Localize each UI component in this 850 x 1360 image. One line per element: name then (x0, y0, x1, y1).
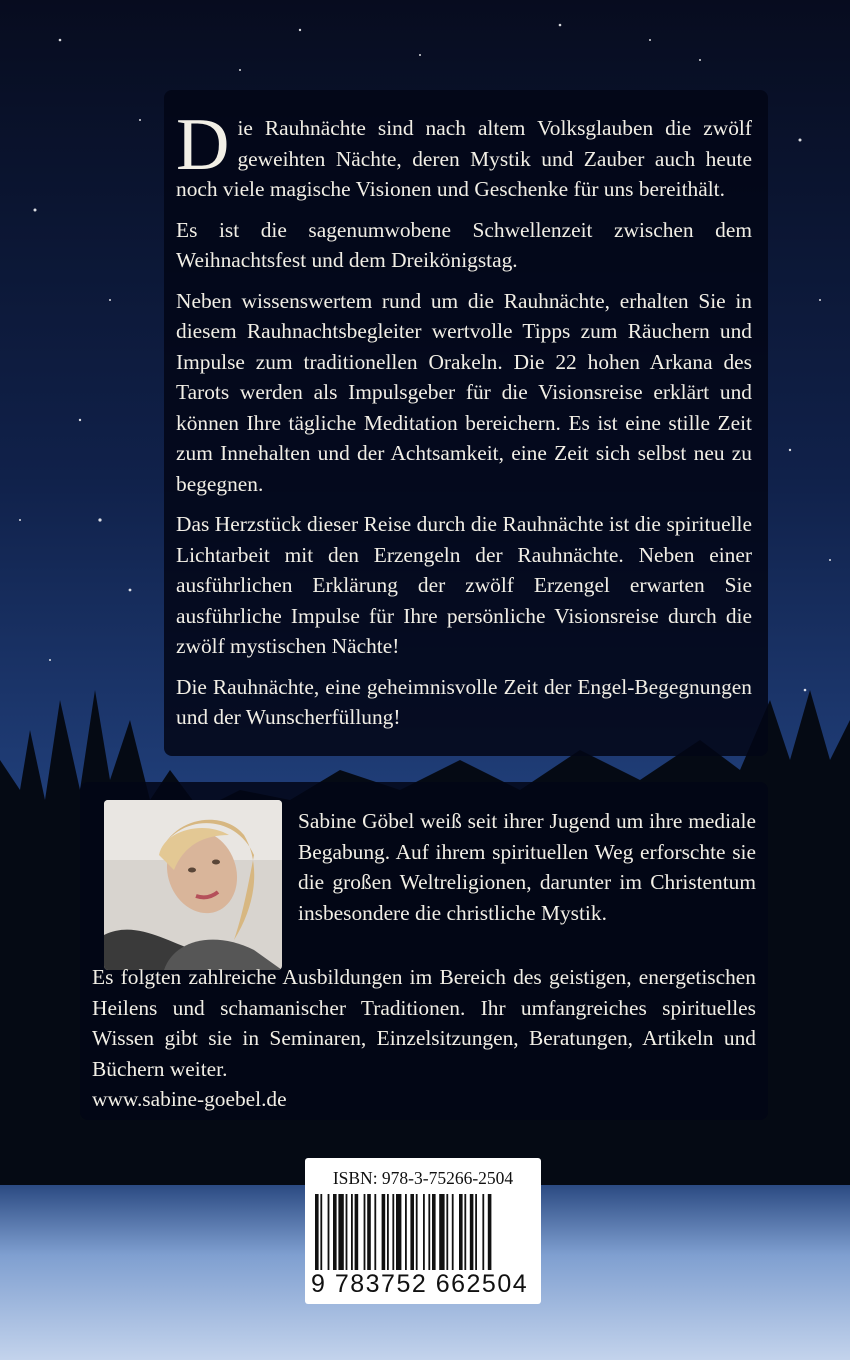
barcode-bar (464, 1194, 466, 1270)
barcode-bar (459, 1194, 463, 1270)
barcode-bar (387, 1194, 389, 1270)
barcode-bar (428, 1194, 430, 1270)
barcode-bar (346, 1194, 348, 1270)
barcode-bar (423, 1194, 425, 1270)
barcode-bar (432, 1194, 436, 1270)
barcode-bar (470, 1194, 474, 1270)
blurb-paragraph-1: Die Rauhnächte sind nach altem Volksglauben die zwölf geweihten Nächte, deren Mystik und Zauber auch heute noch viele magische Visionen und Geschenke für uns bereithält. (176, 104, 752, 201)
blurb-text (176, 104, 752, 743)
barcode-bar (333, 1194, 337, 1270)
barcode-bar (452, 1194, 454, 1270)
barcode-bar (475, 1194, 477, 1270)
blurb-paragraph-4: Das Herzstück dieser Reise durch die Rauhnächte ist die spirituelle Lichtarbeit mit den Erzengeln der Rauhnächte. Neben einer ausführlichen Erklärung der zwölf Erzengel erwarten Sie ausführliche Impulse für Ihre persönliche Visionsreise durch die zwölf mystischen Nächte! (176, 512, 752, 658)
barcode-bar (410, 1194, 414, 1270)
barcode-bar (374, 1194, 376, 1270)
barcode-bar (351, 1194, 353, 1270)
bio-paragraph-1: Sabine Göbel weiß seit ihrer Jugend um ihre mediale Begabung. Auf ihrem spirituellen Weg erforschte sie die großen Weltreligionen, darunter im Christentum insbesondere die christliche Mystik. (298, 809, 756, 925)
barcode-bar (405, 1194, 407, 1270)
barcode-bars (315, 1194, 531, 1270)
barcode-bar (482, 1194, 484, 1270)
barcode-bar (416, 1194, 418, 1270)
barcode-bar (315, 1194, 319, 1270)
author-bio-text-2 (92, 962, 756, 1115)
blurb-paragraph-2: Es ist die sagenumwobene Schwellenzeit zwischen dem Weihnachtsfest und dem Dreikönigstag. (176, 217, 752, 272)
barcode-bar (328, 1194, 330, 1270)
barcode-bar (364, 1194, 366, 1270)
barcode-bar (338, 1194, 343, 1270)
barcode-bar (355, 1194, 359, 1270)
barcode-bar (396, 1194, 401, 1270)
barcode-bar (392, 1194, 394, 1270)
barcode-bar (320, 1194, 322, 1270)
barcode-bar (382, 1194, 386, 1270)
barcode-bar (367, 1194, 371, 1270)
isbn-label: ISBN: 978-3-75266-2504 (332, 1168, 514, 1188)
author-photo (104, 800, 282, 970)
barcode-digits: 9 783752 662504 (311, 1270, 529, 1298)
barcode-bar (446, 1194, 448, 1270)
author-bio-text-1 (298, 806, 756, 928)
drop-cap: D (176, 104, 230, 186)
barcode-bar (439, 1194, 444, 1270)
barcode-bar (488, 1194, 492, 1270)
isbn-barcode (305, 1158, 541, 1304)
blurb-paragraph-5: Die Rauhnächte, eine geheimnisvolle Zeit der Engel-Begegnungen und der Wunscherfüllung! (176, 674, 752, 729)
bio-paragraph-2: Es folgten zahlreiche Ausbildungen im Bereich des geistigen, energetischen Heilens und schamanischer Traditionen. Ihr umfangreiches spirituelles Wissen gibt sie in Seminaren, Einzelsitzungen, Beratungen, Artikeln und Büchern weiter. (92, 965, 756, 1081)
blurb-paragraph-3: Neben wissenswertem rund um die Rauhnächte, erhalten Sie in diesem Rauhnachtsbegleiter wertvolle Tipps zum Räuchern und Impulse zum traditionellen Orakeln. Die 22 hohen Arkana des Tarots werden als Impulsgeber für die Visionsreise erklärt und können Ihre tägliche Meditation bereichern. Es ist eine stille Zeit zum Innehalten und der Achtsamkeit, eine Zeit sich selbst neu zu begegnen. (176, 288, 752, 496)
author-website: www.sabine-goebel.de (92, 1087, 287, 1111)
